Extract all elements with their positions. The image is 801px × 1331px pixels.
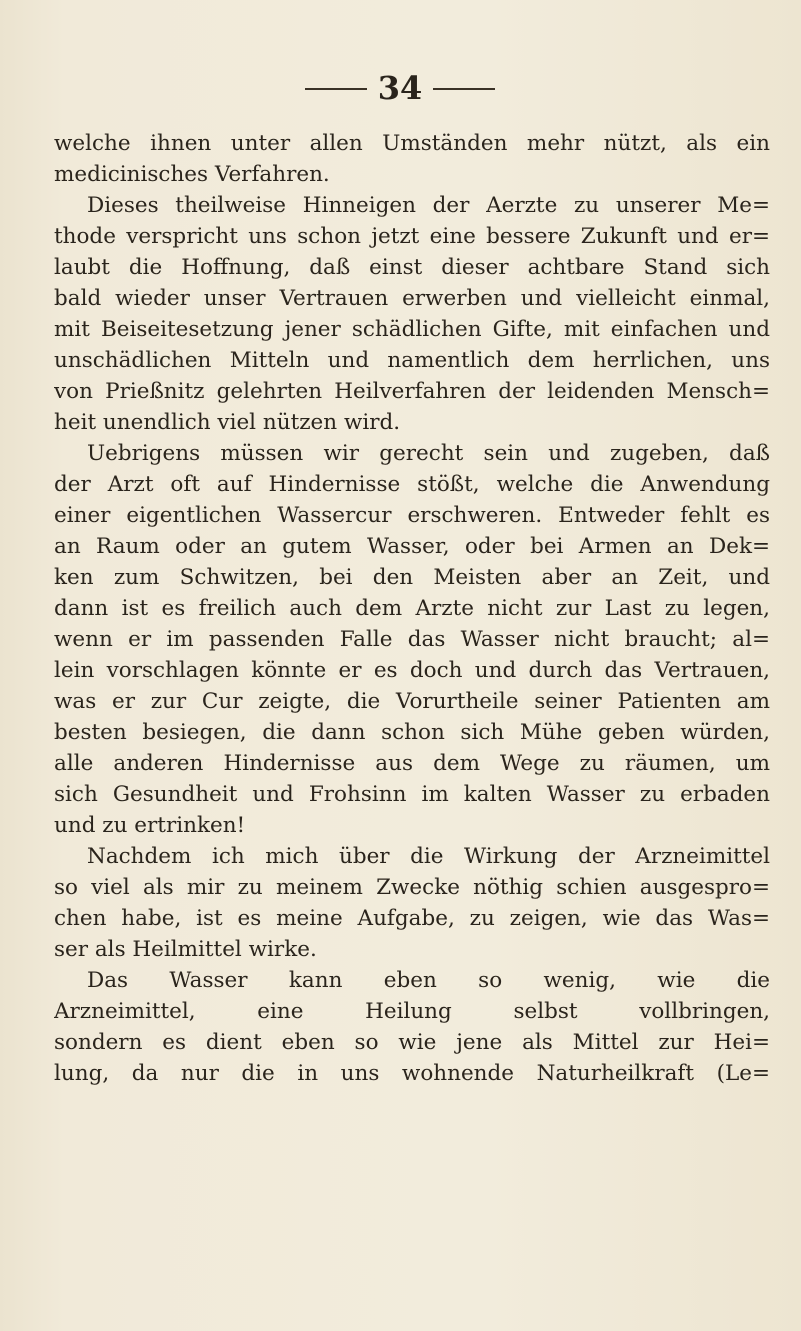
text-line: bald wieder unser Vertrauen erwerben und vielleicht einmal, (54, 286, 770, 311)
text-line: heit unendlich viel nützen wird. (54, 410, 401, 435)
text-line: lung, da nur die in uns wohnende Naturheilkraft (Le= (54, 1061, 770, 1086)
text-line: medicinisches Verfahren. (54, 162, 330, 187)
body-text (54, 128, 770, 1089)
text-line: Nachdem ich mich über die Wirkung der Arzneimittel (87, 844, 770, 869)
page-number: 34 (377, 69, 423, 107)
text-line: Arzneimittel, eine Heilung selbst vollbringen, (54, 999, 770, 1024)
text-line: Das Wasser kann eben so wenig, wie die (87, 968, 770, 993)
text-line: an Raum oder an gutem Wasser, oder bei Armen an Dek= (54, 534, 770, 559)
text-line: thode verspricht uns schon jetzt eine bessere Zukunft und er= (54, 224, 770, 249)
text-line: ken zum Schwitzen, bei den Meisten aber an Zeit, und (54, 565, 770, 590)
text-line: besten besiegen, die dann schon sich Mühe geben würden, (54, 720, 770, 745)
header-rule-left (305, 88, 367, 90)
text-line: sich Gesundheit und Frohsinn im kalten Wasser zu erbaden (54, 782, 770, 807)
text-line: unschädlichen Mitteln und namentlich dem herrlichen, uns (54, 348, 770, 373)
text-line: mit Beiseitesetzung jener schädlichen Gifte, mit einfachen und (54, 317, 770, 342)
text-line: und zu ertrinken! (54, 813, 246, 838)
text-line: lein vorschlagen könnte er es doch und durch das Vertrauen, (54, 658, 770, 683)
text-line: alle anderen Hindernisse aus dem Wege zu räumen, um (54, 751, 770, 776)
text-line: chen habe, ist es meine Aufgabe, zu zeigen, wie das Was= (54, 906, 770, 931)
text-line: der Arzt oft auf Hindernisse stößt, welche die Anwendung (54, 472, 770, 497)
text-line: einer eigentlichen Wassercur erschweren. Entweder fehlt es (54, 503, 770, 528)
text-line: so viel als mir zu meinem Zwecke nöthig schien ausgespro= (54, 875, 770, 900)
text-line: wenn er im passenden Falle das Wasser nicht braucht; al= (54, 627, 770, 652)
text-line: was er zur Cur zeigte, die Vorurtheile seiner Patienten am (54, 689, 770, 714)
text-line: ser als Heilmittel wirke. (54, 937, 317, 962)
text-line: dann ist es freilich auch dem Arzte nicht zur Last zu legen, (54, 596, 770, 621)
text-line: sondern es dient eben so wie jene als Mittel zur Hei= (54, 1030, 770, 1055)
text-line: Uebrigens müssen wir gerecht sein und zugeben, daß (87, 441, 770, 466)
text-line: laubt die Hoffnung, daß einst dieser achtbare Stand sich (54, 255, 770, 280)
text-line: Dieses theilweise Hinneigen der Aerzte zu unserer Me= (87, 193, 770, 218)
header-rule-right (433, 88, 495, 90)
text-line: von Prießnitz gelehrten Heilverfahren der leidenden Mensch= (54, 379, 770, 404)
page-header (0, 68, 801, 108)
text-line: welche ihnen unter allen Umständen mehr nützt, als ein (54, 131, 770, 156)
